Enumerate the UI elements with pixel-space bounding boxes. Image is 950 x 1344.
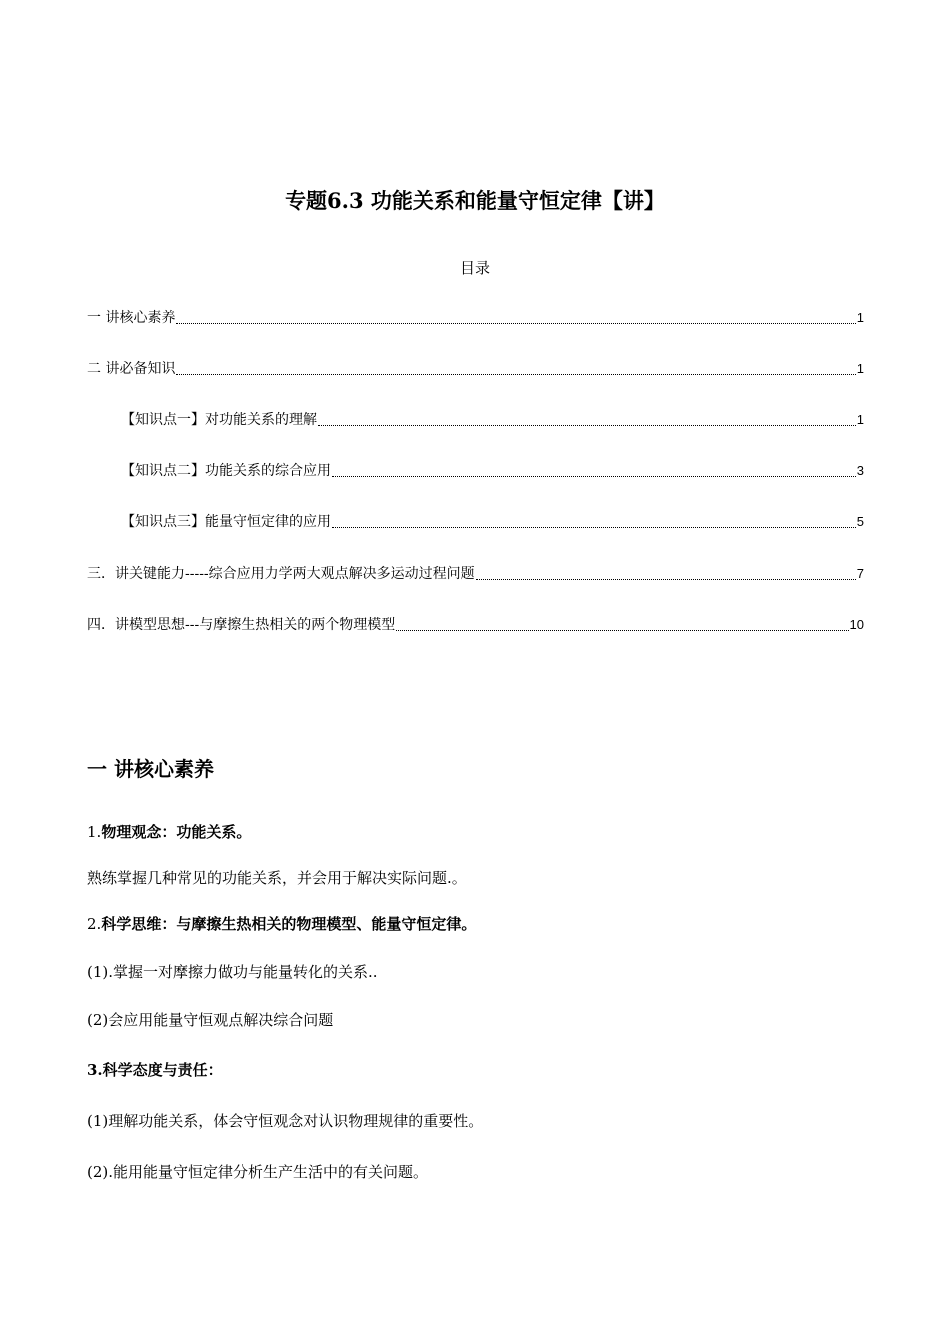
section-heading: 一 讲核心素养 bbox=[87, 757, 214, 781]
paragraph-prefix: 2. bbox=[87, 915, 102, 933]
toc-leader-dots bbox=[318, 424, 856, 426]
paragraph-prefix: 1. bbox=[87, 823, 102, 841]
toc-leader-dots bbox=[396, 629, 848, 631]
toc-page-number: 1 bbox=[856, 361, 864, 376]
toc-entry-text: 【知识点二】功能关系的综合应用 bbox=[121, 463, 331, 479]
toc-entry-text: 【知识点三】能量守恒定律的应用 bbox=[121, 514, 331, 530]
paragraph: 熟练掌握几种常见的功能关系，并会用于解决实际问题.。 bbox=[87, 869, 467, 887]
toc-leader-dots bbox=[476, 578, 856, 580]
toc-entry[interactable] bbox=[87, 613, 864, 637]
paragraph: 3.科学态度与责任： bbox=[87, 1061, 223, 1079]
toc-page-number: 7 bbox=[856, 566, 864, 581]
toc-entry[interactable] bbox=[121, 510, 864, 534]
toc-entry-text: 【知识点一】对功能关系的理解 bbox=[121, 412, 317, 428]
toc-entry-text: 三．讲关键能力-----综合应用力学两大观点解决多运动过程问题 bbox=[87, 566, 475, 582]
toc-leader-dots bbox=[176, 373, 855, 375]
toc-page-number: 1 bbox=[856, 310, 864, 325]
toc-page-number: 1 bbox=[856, 412, 864, 427]
toc-entry[interactable] bbox=[87, 562, 864, 586]
document-title: 专题6.3 功能关系和能量守恒定律【讲】 bbox=[285, 188, 665, 213]
toc-entry-text: 四．讲模型思想---与摩擦生热相关的两个物理模型 bbox=[87, 617, 396, 633]
paragraph bbox=[87, 912, 867, 936]
toc-entry-text: 一 讲核心素养 bbox=[87, 310, 176, 326]
toc-entry-text: 二 讲必备知识 bbox=[87, 361, 176, 377]
paragraph: (2).能用能量守恒定律分析生产生活中的有关问题。 bbox=[87, 1163, 429, 1181]
toc-entry[interactable] bbox=[121, 459, 864, 483]
paragraph-text: 物理观念：功能关系。 bbox=[101, 823, 252, 841]
toc-leader-dots bbox=[332, 526, 856, 528]
toc-entry[interactable] bbox=[87, 306, 864, 330]
toc-entry[interactable] bbox=[121, 408, 864, 432]
toc-leader-dots bbox=[176, 322, 855, 324]
toc-heading: 目录 bbox=[459, 259, 490, 277]
paragraph-text: 科学思维：与摩擦生热相关的物理模型、能量守恒定律。 bbox=[101, 915, 477, 933]
toc-page-number: 10 bbox=[849, 617, 864, 632]
toc-leader-dots bbox=[332, 475, 856, 477]
paragraph: (1)理解功能关系，体会守恒观念对认识物理规律的重要性。 bbox=[87, 1112, 484, 1130]
toc-entry[interactable] bbox=[87, 357, 864, 381]
toc-page-number: 5 bbox=[856, 514, 864, 529]
toc-page-number: 3 bbox=[856, 463, 864, 478]
paragraph: (2)会应用能量守恒观点解决综合问题 bbox=[87, 1011, 334, 1029]
paragraph: (1).掌握一对摩擦力做功与能量转化的关系.. bbox=[87, 963, 378, 981]
paragraph bbox=[87, 820, 867, 844]
